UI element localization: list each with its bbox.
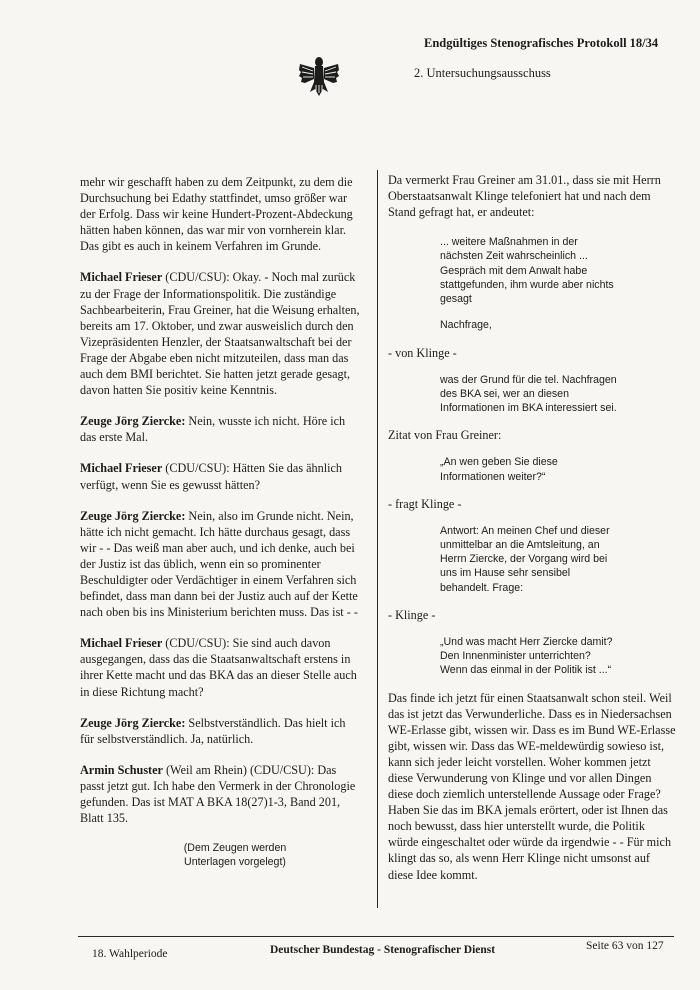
protocol-title: Endgültiges Stenografisches Protokoll 18/34 bbox=[424, 36, 659, 50]
speaker-name: Michael Frieser bbox=[80, 461, 163, 476]
footer-service: Deutscher Bundestag - Stenografischer Dienst bbox=[270, 944, 496, 956]
speech-text: Nein, also im Grunde nicht. Nein, hätte ich nicht gemacht. Ich hätte durchaus gesagt, dass wir - - Das weiß man aber auch, und ich denke, auch bei der Justiz ist das üblich, wenn ein so prominenter Beschuldigter oder Verdächtiger in einem Verfahren sich befindet, dass man dann bei der Justiz auch auf der Kette nach oben bis ins Ministerium berichten muss. Das ist - - bbox=[80, 508, 358, 620]
stage-direction: (Dem Zeugen werden Unterlagen vorgelegt) bbox=[183, 842, 287, 869]
quoted-passage: ... weitere Maßnahmen in der nächsten Zeit wahrscheinlich ... Gespräch mit dem Anwalt habe stattgefunden, ihm wurde aber nichts gesagt bbox=[440, 236, 614, 306]
speech bbox=[80, 413, 360, 445]
quoted-passage: Antwort: An meinen Chef und dieser unmittelbar an die Amtsleitung, an Herrn Ziercke, der Vorgang wird bei uns im Hause sehr sensibel behandelt. Frage: bbox=[440, 524, 610, 594]
paragraph: mehr wir geschafft haben zu dem Zeitpunkt, zu dem die Durchsuchung bei Edathy stattfindet, umso größer war der Erfolg. Dass wir keine Hundert-Prozent-Abdeckung hätten haben können, das war mir von vornherein klar. Das gibt es auch in keinem Verfahren im Grunde. bbox=[80, 175, 353, 254]
left-column bbox=[80, 174, 360, 870]
quoted-passage: Nachfrage, bbox=[440, 319, 492, 332]
interjection: - fragt Klinge - bbox=[388, 496, 462, 511]
speaker-name: Michael Frieser bbox=[80, 270, 163, 285]
right-column bbox=[388, 172, 678, 898]
speaker-name: Armin Schuster bbox=[80, 762, 163, 777]
speaker-name: Zeuge Jörg Ziercke: bbox=[80, 414, 186, 429]
speaker-name: Zeuge Jörg Ziercke: bbox=[80, 508, 186, 523]
speech-text: Selbstverständlich. Das hielt ich für selbstverständlich. Ja, natürlich. bbox=[80, 715, 346, 746]
speech-text: Nein, wusste ich nicht. Höre ich das erste Mal. bbox=[80, 414, 346, 445]
committee-name: 2. Untersuchungsausschuss bbox=[414, 66, 551, 80]
paragraph: Das finde ich jetzt für einen Staatsanwalt schon steil. Weil das ist jetzt das Verwunderliche. Dass es in Niedersachsen WE-Erlasse gibt, wissen wir. Dass es im Bund WE-Erlasse gibt, wissen wir. Dass das WE-meldewürdig sowieso ist, kann sich jeder leicht vorstellen. Woher kommen jetzt diese Verwunderung von Klinge und vor allen Dingen diese doch ziemlich unterstellende Aussage oder Frage? Haben Sie das im BKA jemals erörtert, oder ist Ihnen das noch bewusst, dass hier unterstellt wurde, die Politik würde eingeschaltet oder würde da irgendwie - - Für mich klingt das so, als wenn Herr Klinge nicht umsonst auf diese Idee kommt. bbox=[388, 690, 676, 882]
interjection: Zitat von Frau Greiner: bbox=[388, 428, 502, 443]
column-divider bbox=[377, 170, 378, 908]
paragraph: Da vermerkt Frau Greiner am 31.01., dass sie mit Herrn Oberstaatsanwalt Klinge telefoniert hat und nach dem Stand gefragt hat, er andeutet: bbox=[388, 173, 661, 220]
speech-text: (CDU/CSU): Sie sind auch davon ausgegangen, dass das die Staatsanwaltschaft erstens in ihrer Kette macht und das BKA das an dieser Stelle auch in diese Richtung macht? bbox=[80, 636, 357, 699]
speech bbox=[80, 635, 360, 699]
page-number: Seite 63 von 127 bbox=[586, 940, 664, 952]
quoted-passage: „Und was macht Herr Ziercke damit? Den Innenminister unterrichten? Wenn das einmal in der Politik ist ...“ bbox=[440, 635, 613, 677]
speaker-name: Zeuge Jörg Ziercke: bbox=[80, 715, 186, 730]
quoted-passage: was der Grund für die tel. Nachfragen des BKA sei, wer an diesen Informationen im BKA interessiert sei. bbox=[440, 373, 617, 414]
interjection: - von Klinge - bbox=[388, 345, 457, 360]
speech bbox=[80, 269, 360, 398]
interjection: - Klinge - bbox=[388, 607, 436, 622]
speech-text: (CDU/CSU): Hätten Sie das ähnlich verfügt, wenn Sie es gewusst hätten? bbox=[80, 461, 342, 492]
footer-period: 18. Wahlperiode bbox=[92, 948, 168, 960]
speech bbox=[80, 762, 360, 826]
speech-text: (Weil am Rhein) (CDU/CSU): Das passt jetzt gut. Ich habe den Vermerk in der Chronologie gefunden. Das ist MAT A BKA 18(27)1-3, Band 201, Blatt 135. bbox=[80, 762, 356, 826]
speech bbox=[80, 460, 360, 492]
quoted-passage: „An wen geben Sie diese Informationen weiter?“ bbox=[440, 456, 558, 483]
footer-rule bbox=[78, 936, 674, 937]
speaker-name: Michael Frieser bbox=[80, 636, 163, 651]
bundestag-eagle-icon bbox=[296, 52, 342, 98]
speech bbox=[80, 715, 360, 747]
speech bbox=[80, 508, 360, 621]
speech-text: (CDU/CSU): Okay. - Noch mal zurück zu der Frage der Informationspolitik. Die zuständige Sachbearbeiterin, Frau Greiner, hat die Weisung erhalten, bereits am 17. Oktober, und zwar ausweislich durch den Vizepräsidenten Henzler, der Staatsanwaltschaft bei der Frage der Abgabe eben nicht mitzuteilen, dass man das auch dem BMI berichtet. Sie hatten jetzt gerade gesagt, davon hatten Sie positiv keine Kenntnis. bbox=[80, 270, 360, 398]
